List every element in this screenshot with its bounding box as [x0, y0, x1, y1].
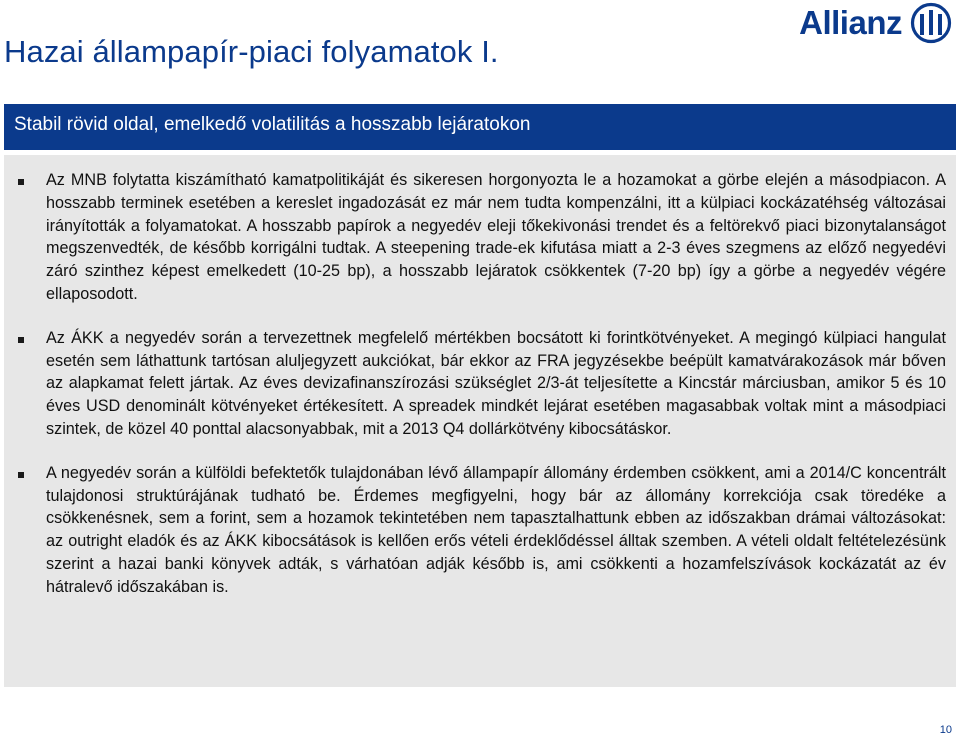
bullet-text: A negyedév során a külföldi befektetők tulajdonában lévő állampapír állomány érdemben csökkent, ami a 2014/C koncentrált tulajdonosi struktúrájának tudható be. Érdemes megfigyelni, hogy bár az állomány korrekciója csak töredéke a csökkenésnek, sem a forint, sem a hozamok tekintetében nem tapasztalhattunk ebben az időszakban drámai változásokat: az outright eladók és az ÁKK kibocsátások is kellően erős vételi érdeklődéssel álltak szemben. A vételi oldalt feltételezésünk szerint a hazai banki könyvek adták, s várhatóan adják később is, ami csökkenti a hozamfelszívások kockázatát az év hátralevő időszakában is.	[46, 463, 946, 596]
bullet-text: Az ÁKK a negyedév során a tervezettnek megfelelő mértékben bocsátott ki forintkötvényeket. A megingó külpiaci hangulat esetén sem láthattunk tartósan aluljegyzett aukciókat, bár ekkor az FRA jegyzésekbe beépült kamatvárakozások már bőven az alapkamat felett jártak. Az éves devizafinanszírozási szükséglet 2/3-át teljesítette a Kincstár márciusban, amikor 5 és 10 éves USD denominált kötvényeket értékesített. A spreadek mindkét lejárat esetében magasabbak voltak mint a másodpiaci szintek, de közel 40 ponttal alacsonyabbak, mit a 2013 Q4 dollárkötvény kibocsátáskor.	[46, 328, 946, 438]
page-number: 10	[939, 724, 952, 736]
page-title: Hazai állampapír-piaci folyamatok I.	[4, 34, 499, 69]
content-panel	[4, 155, 956, 687]
bullet-text: Az MNB folytatta kiszámítható kamatpolitikáját és sikeresen horgonyozta le a hozamokat a görbe elején a másodpiacon. A hosszabb terminek esetében a kereslet ingadozását ez már nem tudta kompenzálni, itt a külpiaci kockázatéhség változásai irányították a folyamatokat. A hosszabb papírok a negyedév eleji tőkekivonási trendet és a feltörekvő piaci bizonytalanságot megszenvedték, de később korrigálni tudtak. A steepening trade-ek kifutása miatt a 2-3 éves szegmens az előző negyedévi záró szinthez képest emelkedett (10-25 bp), a hosszabb lejáratok csökkentek (7-20 bp) így a görbe a negyedév végére ellaposodott.	[46, 171, 946, 303]
bullet-marker	[18, 179, 24, 185]
allianz-eagle-icon	[910, 2, 952, 44]
logo-wordmark: Allianz	[799, 4, 902, 41]
subtitle-bar	[4, 104, 956, 150]
subtitle-text: Stabil rövid oldal, emelkedő volatilitás a hosszabb lejáratokon	[14, 114, 531, 135]
allianz-logo	[799, 3, 952, 43]
bullet-item	[18, 462, 946, 599]
bullet-marker	[18, 337, 24, 343]
bullet-item	[18, 169, 946, 306]
bullet-marker	[18, 472, 24, 478]
bullet-item	[18, 327, 946, 441]
